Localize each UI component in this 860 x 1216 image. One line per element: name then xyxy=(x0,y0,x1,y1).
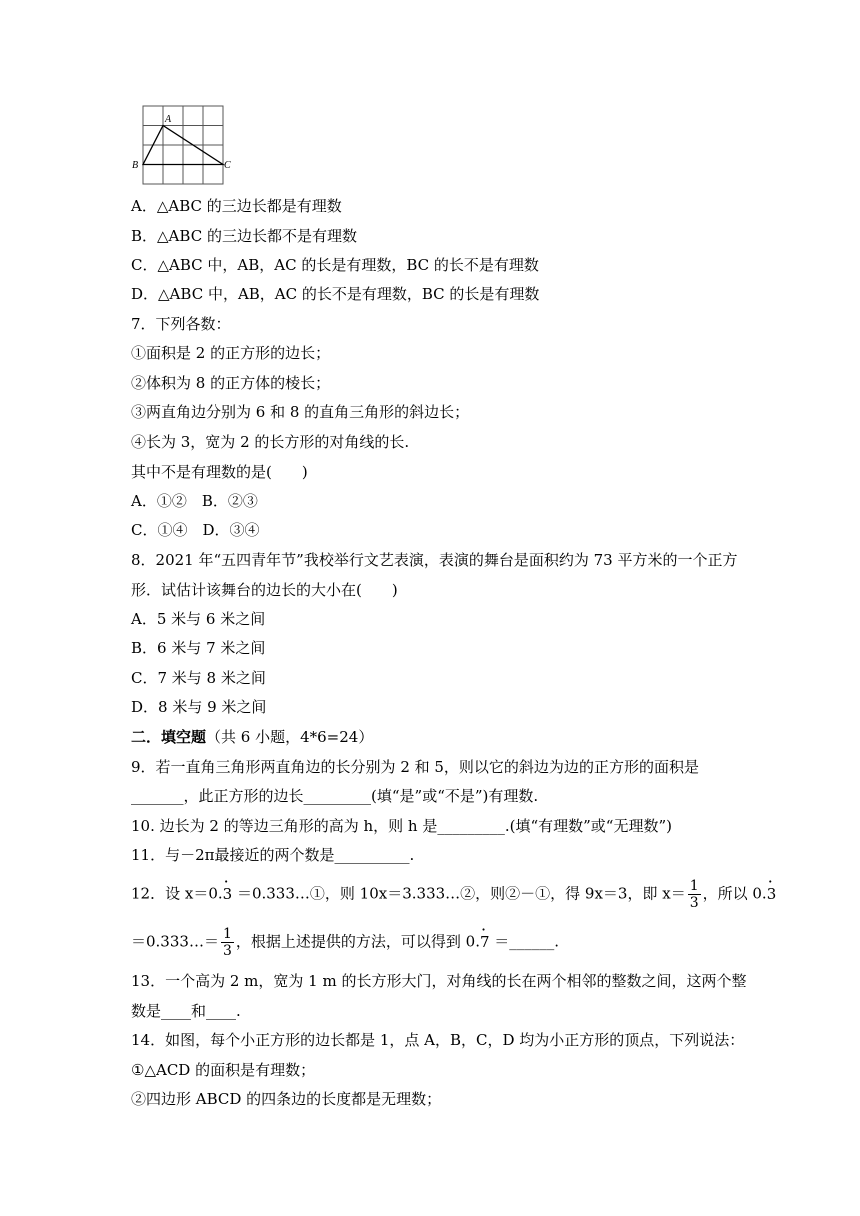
q9-line1: 9．若一直角三角形两直角边的长分别为 2 和 5，则以它的斜边为边的正方形的面积是 xyxy=(131,758,699,776)
section-2-note: （共 6 小题，4*6=24） xyxy=(206,728,374,746)
fraction-denominator: 3 xyxy=(689,895,699,911)
fraction-one-third-2 xyxy=(221,926,234,959)
repeating-digit-3: 3 · xyxy=(223,879,233,909)
grid-lines xyxy=(143,106,223,184)
label-b: B xyxy=(132,160,139,171)
q12-line1 xyxy=(131,878,776,911)
fraction-numerator: 1 xyxy=(689,878,699,894)
q12-line2-part1: ＝0.333…＝ xyxy=(131,932,219,951)
repeating-digit-3b: 3 · xyxy=(767,879,777,909)
q12-line2-part3: ＝______. xyxy=(489,932,560,951)
q7-item-3: ③两直角边分别为 6 和 8 的直角三角形的斜边长； xyxy=(131,403,470,421)
triangle-grid-figure xyxy=(128,100,231,188)
q8-option-c: C．7 米与 8 米之间 xyxy=(131,669,266,687)
fraction-numerator-2: 1 xyxy=(222,926,232,942)
section-2-title: 二．填空题 xyxy=(131,728,207,746)
fraction-denominator-2: 3 xyxy=(222,943,232,959)
q7-item-2: ②体积为 8 的正方体的棱长； xyxy=(131,374,331,392)
q13-line2: 数是____和____. xyxy=(131,1002,241,1020)
q8-stem-line2: 形．试估计该舞台的边长的大小在( ) xyxy=(131,581,398,599)
q7-options-cd: C．①④ D．③④ xyxy=(131,521,260,539)
q12-line2 xyxy=(131,926,559,959)
q10: 10. 边长为 2 的等边三角形的高为 h，则 h 是_________.(填“有理数”或“无理数”) xyxy=(131,817,672,835)
q6-option-c: C．△ABC 中，AB，AC 的长是有理数，BC 的长不是有理数 xyxy=(131,256,539,274)
q13-line1: 13．一个高为 2 m，宽为 1 m 的长方形大门，对角线的长在两个相邻的整数之间，这两个整 xyxy=(131,972,747,990)
q6-option-b: B．△ABC 的三边长都不是有理数 xyxy=(131,227,357,245)
label-a: A xyxy=(165,114,172,125)
q7-options-ab: A．①② B．②③ xyxy=(131,492,258,510)
section-2-heading xyxy=(131,727,373,747)
q8-stem-line1: 8．2021 年“五四青年节”我校举行文艺表演，表演的舞台是面积约为 73 平方米的一个正方 xyxy=(131,551,738,569)
q14-item-2: ②四边形 ABCD 的四条边的长度都是无理数； xyxy=(131,1090,442,1108)
repeating-digit-7: 7 · xyxy=(480,927,490,957)
q8-option-a: A．5 米与 6 米之间 xyxy=(131,610,266,628)
q14-line1: 14．如图，每个小正方形的边长都是 1，点 A，B，C，D 均为小正方形的顶点，下列说法： xyxy=(131,1031,745,1049)
q6-option-a: A．△ABC 的三边长都是有理数 xyxy=(131,197,342,215)
q12-part3: ，所以 0. xyxy=(702,884,767,903)
q8-option-d: D．8 米与 9 米之间 xyxy=(131,698,267,716)
q12-part2: ＝0.333…①，则 10x＝3.333…②，则②－①，得 9x＝3，即 x＝ xyxy=(232,884,686,903)
q7-item-4: ④长为 3，宽为 2 的长方形的对角线的长. xyxy=(131,433,410,451)
label-c: C xyxy=(224,160,231,171)
q14-item-1: ①△ACD 的面积是有理数； xyxy=(131,1061,316,1079)
q11: 11．与－2π最接近的两个数是__________. xyxy=(131,846,415,864)
q7-question: 其中不是有理数的是( ) xyxy=(131,463,308,481)
fraction-one-third xyxy=(688,878,701,911)
q6-option-d: D．△ABC 中，AB，AC 的长不是有理数，BC 的长是有理数 xyxy=(131,285,540,303)
q9-line2: _______，此正方形的边长_________(填“是”或“不是”)有理数. xyxy=(131,787,539,805)
q12-part1: 12．设 x＝0. xyxy=(131,884,223,903)
q7-stem: 7．下列各数： xyxy=(131,315,231,333)
q12-line2-part2: ，根据上述提供的方法，可以得到 0. xyxy=(235,932,480,951)
q7-item-1: ①面积是 2 的正方形的边长； xyxy=(131,344,331,362)
q8-option-b: B．6 米与 7 米之间 xyxy=(131,639,266,657)
